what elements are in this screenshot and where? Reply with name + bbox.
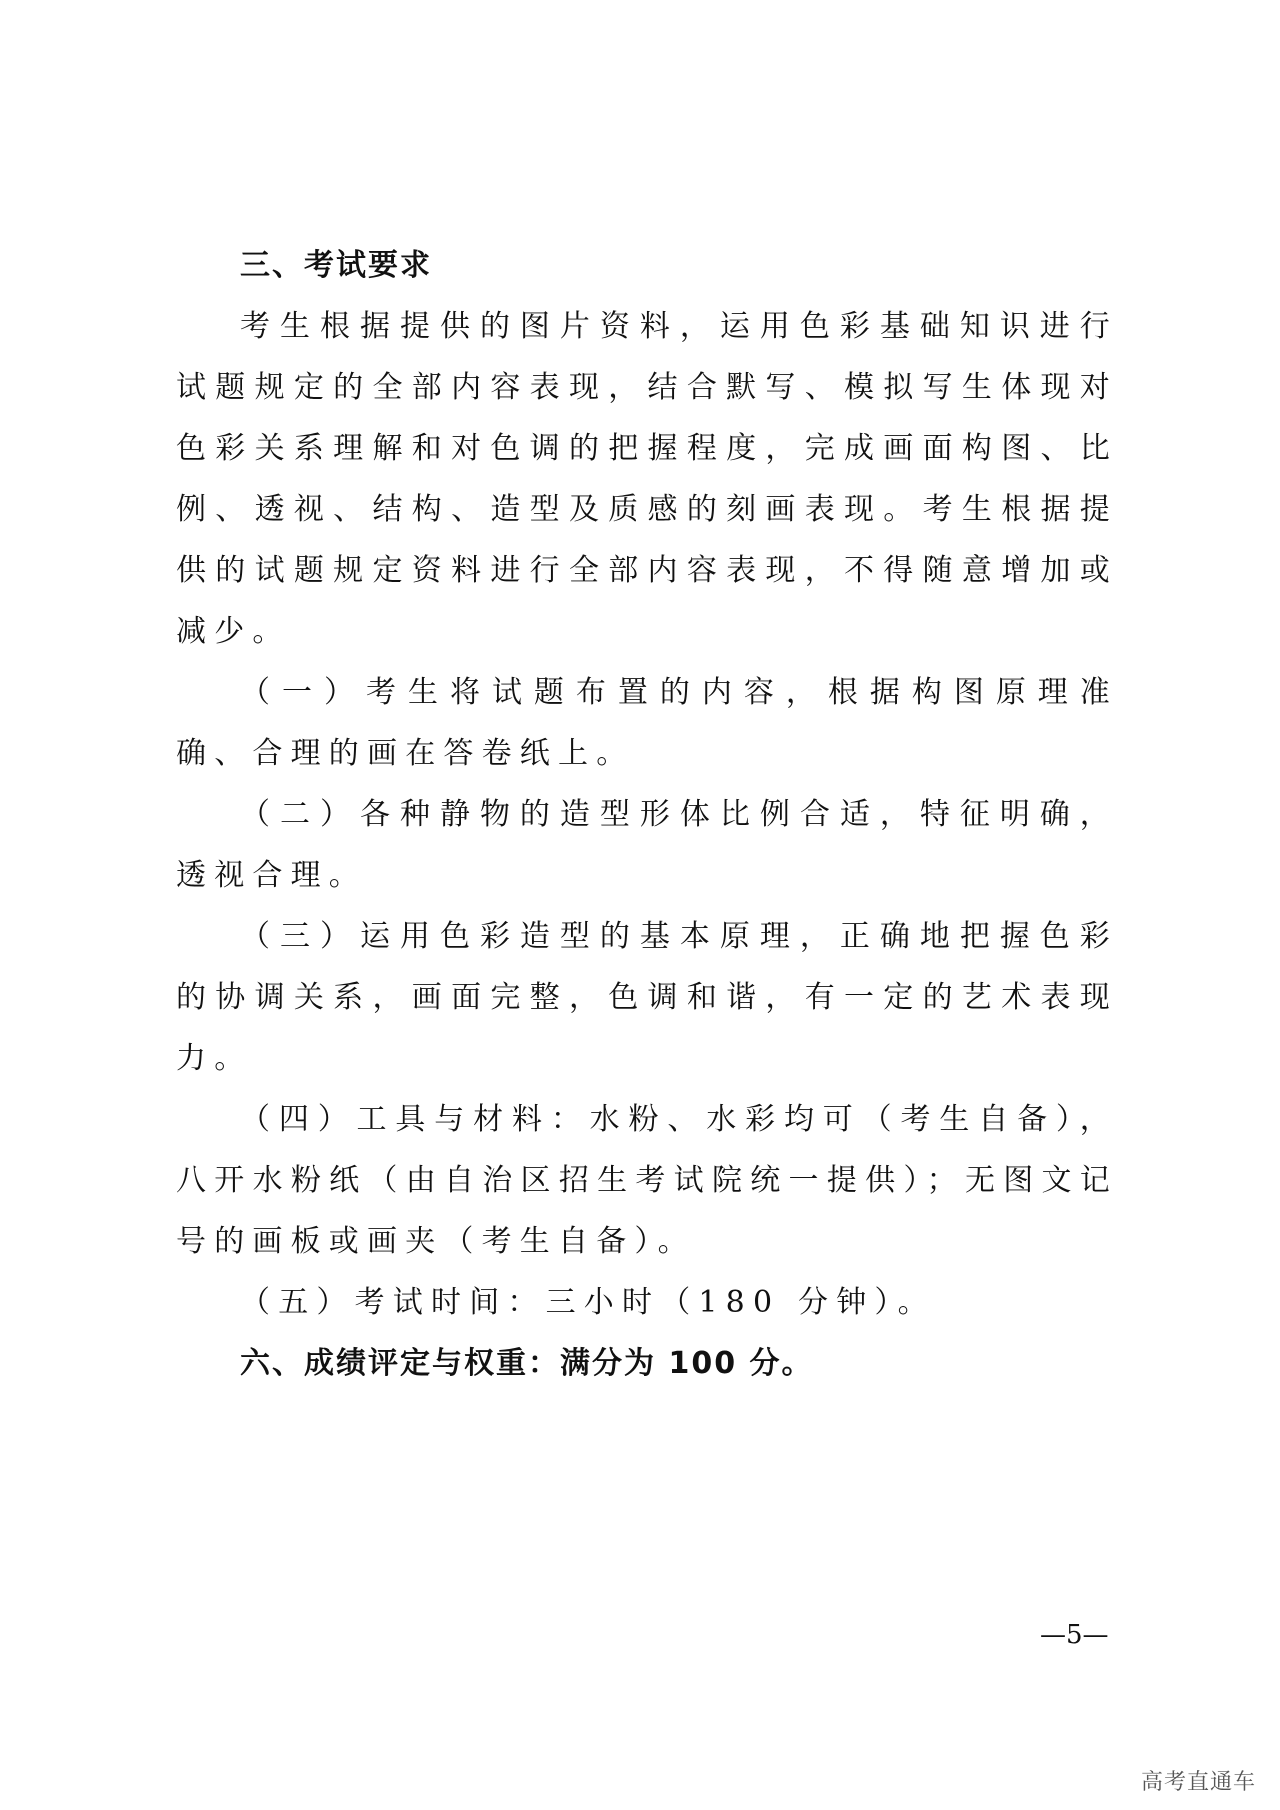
final-heading: 六、成绩评定与权重：满分为 100 分。: [240, 1346, 814, 1381]
requirement-item-5: （五）考试时间：三小时（180 分钟）。: [240, 1285, 936, 1320]
requirement-item-2: （二）各种静物的造型形体比例合适，特征明确，透视合理。: [176, 797, 1118, 893]
intro-paragraph: 考生根据提供的图片资料，运用色彩基础知识进行试题规定的全部内容表现，结合默写、模拟写生体现对色彩关系理解和对色调的把握程度，完成画面构图、比例、透视、结构、造型及质感的刻画表现。考生根据提供的试题规定资料进行全部内容表现，不得随意增加或减少。: [176, 309, 1118, 649]
page-number: —5—: [1040, 1620, 1109, 1650]
section-heading: 三、考试要求: [240, 248, 432, 283]
requirement-item-4: （四）工具与材料：水粉、水彩均可（考生自备），八开水粉纸（由自治区招生考试院统一提供）；无图文记号的画板或画夹（考生自备）。: [176, 1102, 1118, 1259]
page-content: [176, 235, 1118, 1394]
requirement-item-1: （一）考生将试题布置的内容，根据构图原理准确、合理的画在答卷纸上。: [176, 675, 1118, 771]
watermark: 高考直通车: [1140, 1770, 1256, 1795]
requirement-item-3: （三）运用色彩造型的基本原理，正确地把握色彩的协调关系，画面完整，色调和谐，有一定的艺术表现力。: [176, 919, 1118, 1076]
